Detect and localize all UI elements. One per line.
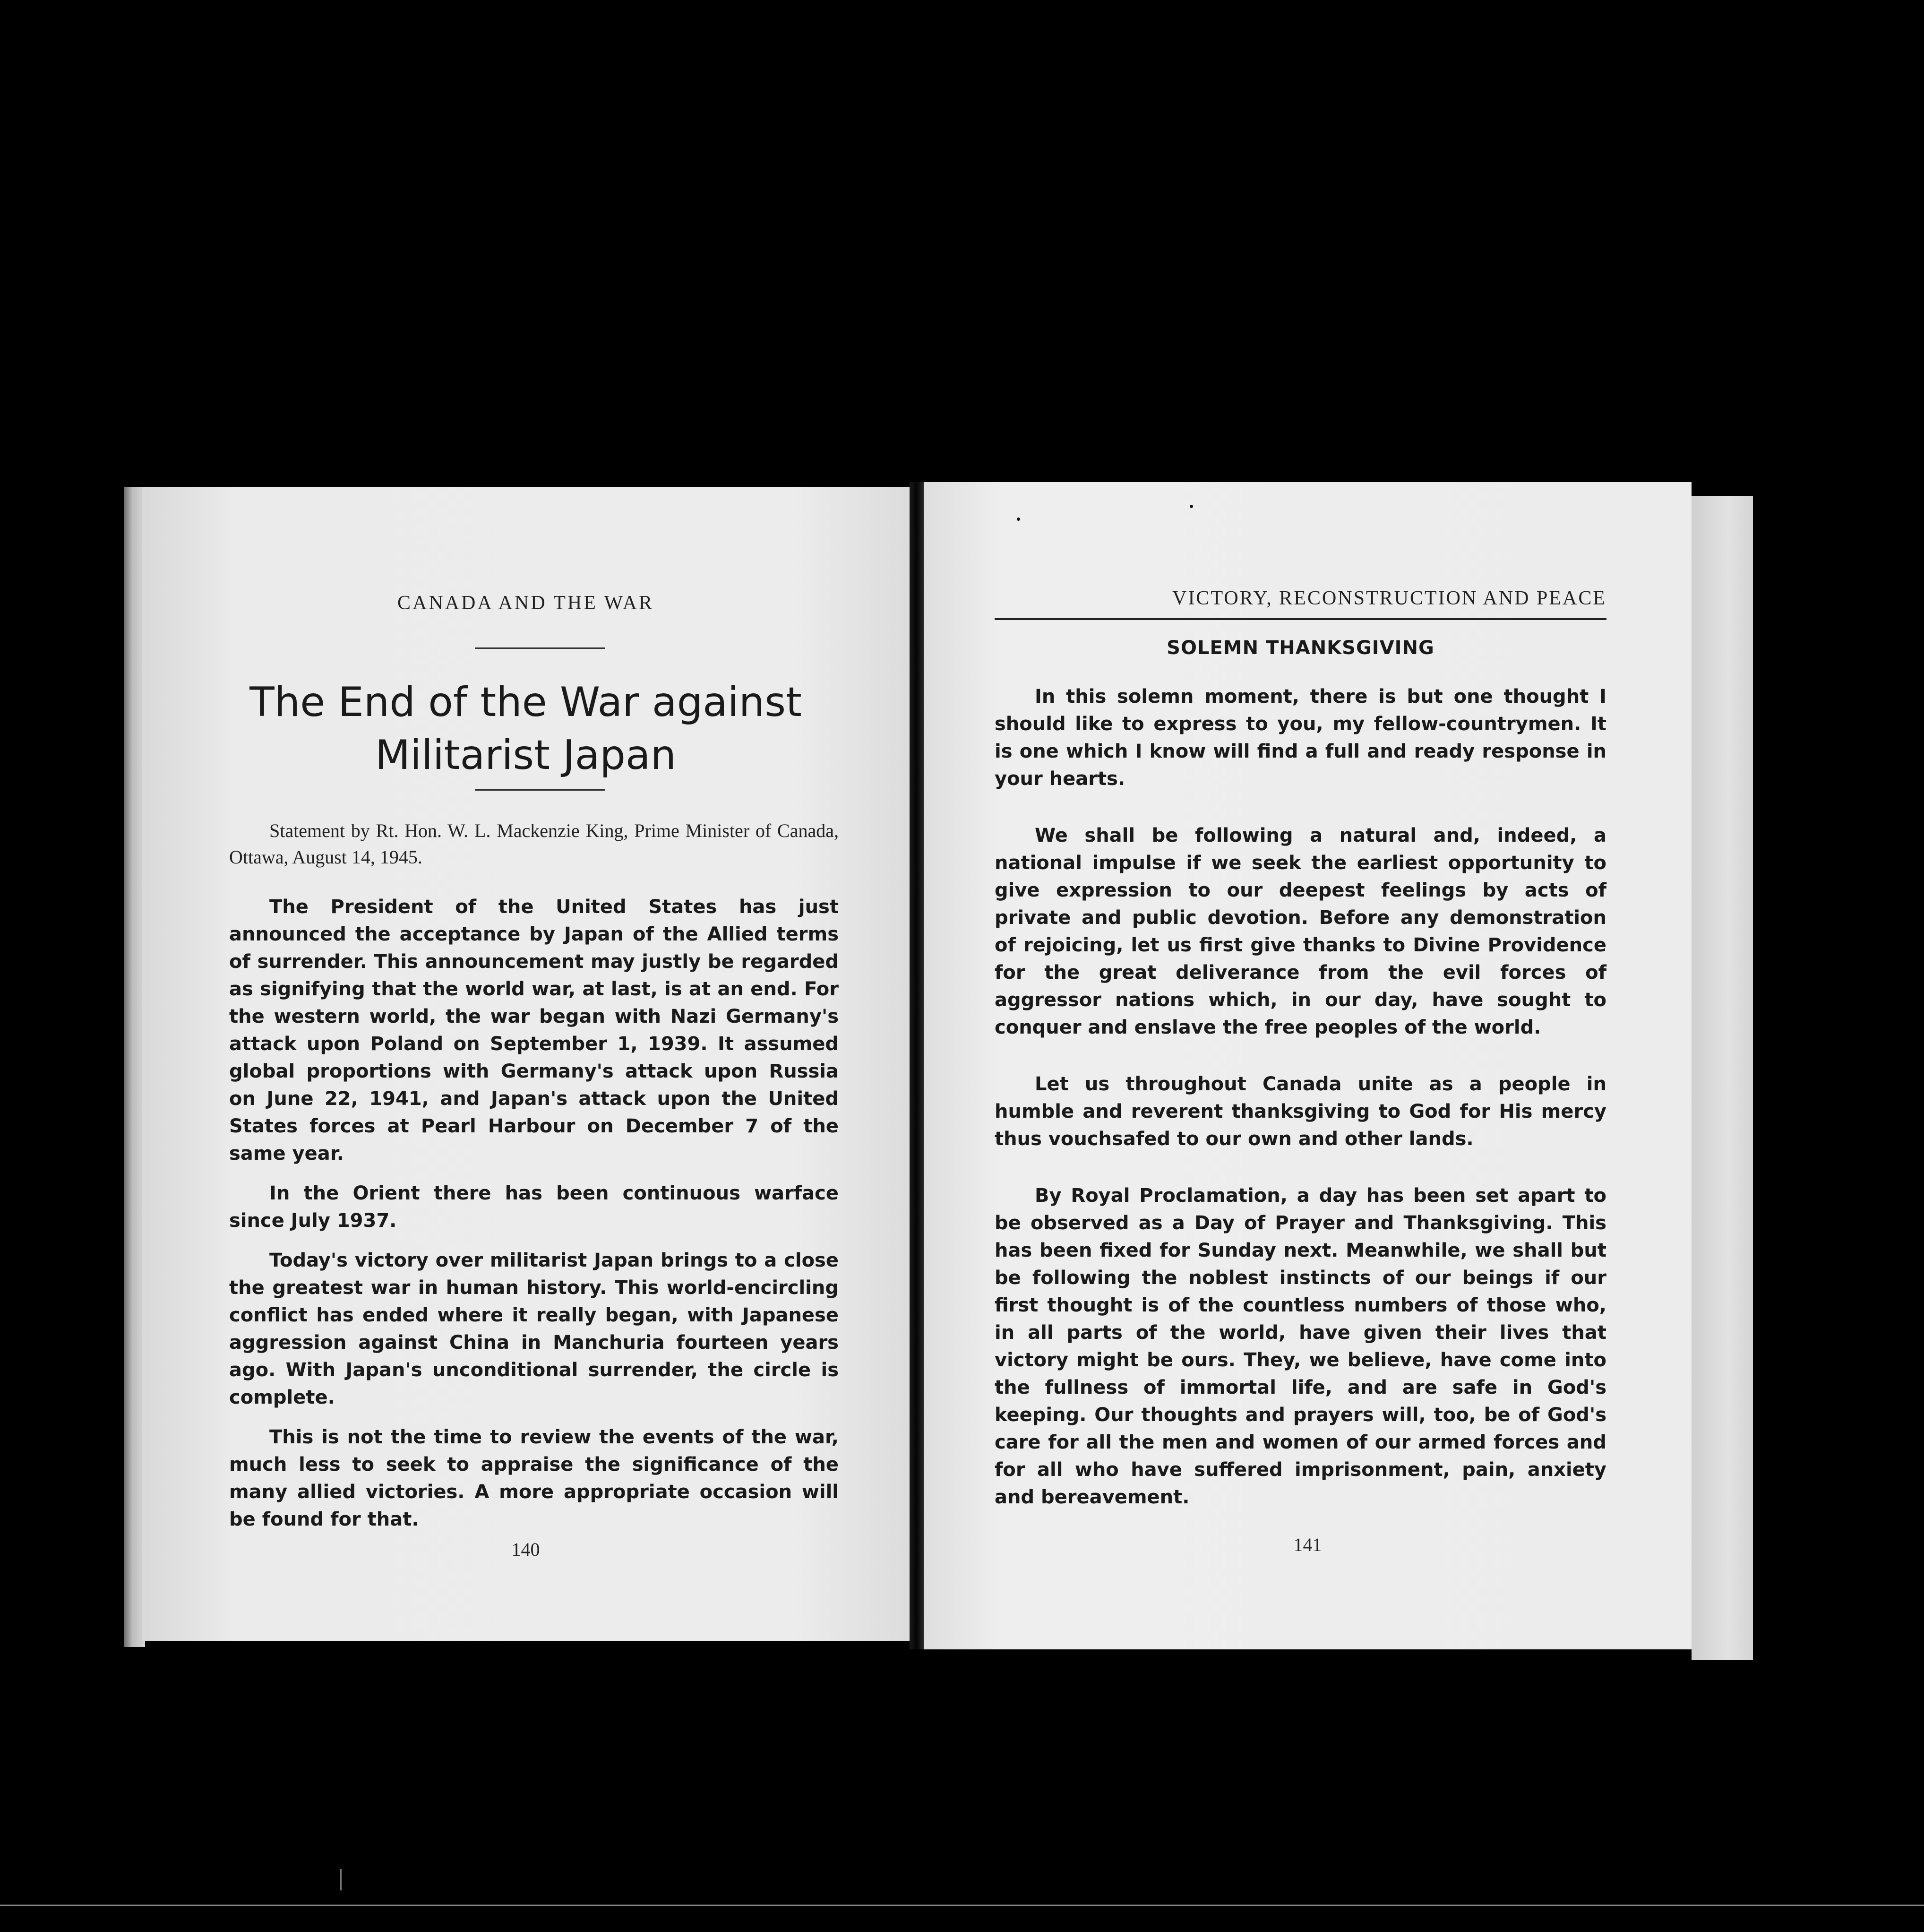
- paragraph: We shall be following a natural and, indeed, a national impulse if we seek the earliest opportunity to give expression to our deepest feelings by acts of private and public devotion. Before any demonstration of rejoicing, let us first give thanks to Divine Providence for the great deliverance from the evil forces of aggressor nations which, in our day, have sought to conquer and enslave the free peoples of the world.: [995, 825, 1606, 1038]
- dust-speck: [1190, 505, 1193, 508]
- dust-speck: [1017, 518, 1020, 521]
- page-number-right: 141: [1293, 1534, 1322, 1555]
- title-rule-top: [475, 647, 605, 649]
- book-gutter: [910, 482, 924, 1649]
- article-title: The End of the War against Militarist Japan: [249, 679, 802, 779]
- byline: Statement by Rt. Hon. W. L. Mackenzie King, Prime Minister of Canada, Ottawa, August 14, 1945.: [229, 820, 839, 868]
- paragraph: The President of the United States has just announced the acceptance by Japan of the Allied terms of surrender. This announcement may justly be regarded as signifying that the world war, at last, is at an end. For the western world, the war began with Nazi Germany's attack upon Poland on September 1, 1939. It assumed global proportions with Germany's attack upon Russia on June 22, 1941, and Japan's attack upon the United States forces at Pearl Harbour on December 7 of the same year.: [229, 896, 839, 1164]
- page-number-left: 140: [511, 1539, 540, 1560]
- right-page-edge: [1692, 496, 1753, 1660]
- scan-border-line: [0, 1905, 1924, 1906]
- header-rule: [995, 618, 1606, 620]
- scan-artifact-line: [340, 1869, 342, 1890]
- running-head-right: VICTORY, RECONSTRUCTION AND PEACE: [1172, 587, 1606, 609]
- right-body-text: [995, 683, 1606, 1540]
- left-body-text: [229, 893, 839, 1545]
- paragraph: In this solemn moment, there is but one thought I should like to express to you, my fellow-countrymen. It is one which I know will find a full and ready response in your hearts.: [995, 686, 1606, 790]
- paragraph: This is not the time to review the events of the war, much less to seek to appraise the significance of the many allied victories. A more appropriate occasion will be found for that.: [229, 1426, 839, 1530]
- paragraph: In the Orient there has been continuous warface since July 1937.: [229, 1182, 839, 1232]
- section-heading: SOLEMN THANKSGIVING: [1167, 637, 1434, 659]
- paragraph: Let us throughout Canada unite as a people in humble and reverent thanksgiving to God for His mercy thus vouchsafed to our own and other lands.: [995, 1073, 1606, 1150]
- paragraph: Today's victory over militarist Japan brings to a close the greatest war in human history. This world-encircling conflict has ended where it really began, with Japanese aggression against China in Manchuria fourteen years ago. With Japan's unconditional surrender, the circle is complete.: [229, 1250, 839, 1408]
- running-head-left: CANADA AND THE WAR: [397, 592, 654, 614]
- paragraph: By Royal Proclamation, a day has been set apart to be observed as a Day of Prayer and Thanksgiving. This has been fixed for Sunday next. Meanwhile, we shall but be following the noblest instincts of our beings if our first thought is of the countless numbers of those who, in all parts of the world, have given their lives that victory might be ours. They, we believe, have come into the fullness of immortal life, and are safe in God's keeping. Our thoughts and prayers will, too, be of God's care for all the men and women of our armed forces and for all who have suffered imprisonment, pain, anxiety and bereavement.: [995, 1185, 1606, 1508]
- left-page: [142, 487, 910, 1641]
- title-rule-bottom: [475, 789, 605, 791]
- right-page: [924, 482, 1692, 1649]
